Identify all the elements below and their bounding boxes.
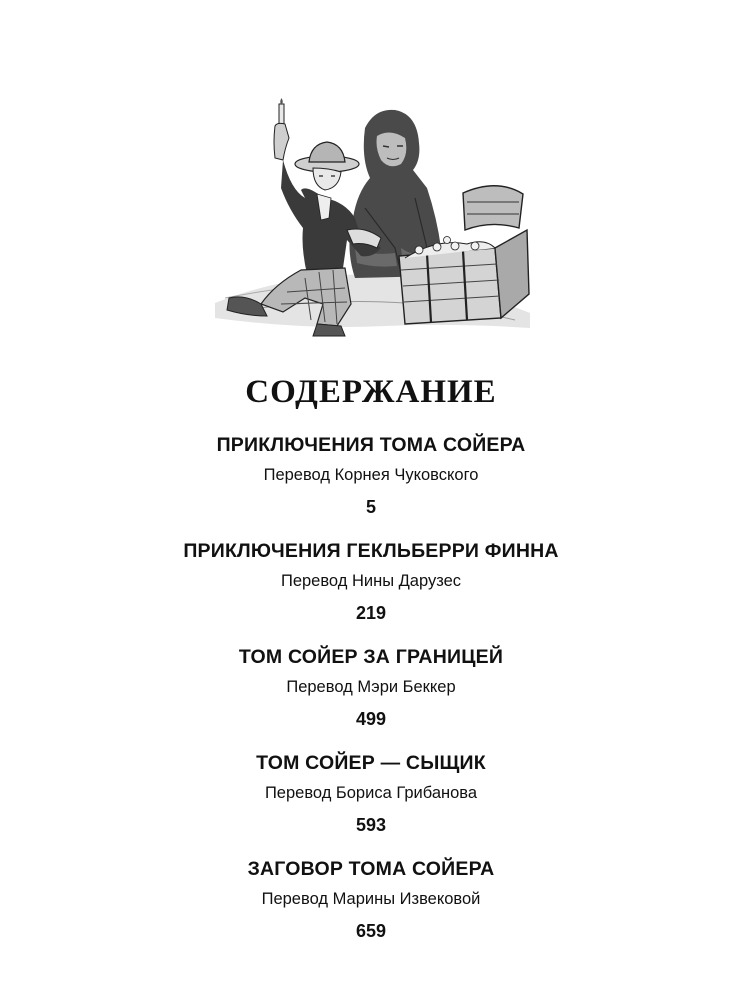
toc-entry[interactable] [0,854,742,960]
treasure-chest-illustration [205,98,535,348]
toc-entry-page-number: 5 [365,497,376,517]
toc-entry-translator: Перевод Бориса Грибанова [264,784,478,802]
toc-entry-title: ТОМ СОЙЕР — СЫЩИК [256,752,486,774]
toc-entry-translator: Перевод Марины Извековой [261,890,481,908]
toc-entry-title: ЗАГОВОР ТОМА СОЙЕРА [247,858,495,880]
contents-heading: СОДЕРЖАНИЕ [245,374,497,410]
toc-entry-title: ТОМ СОЙЕР ЗА ГРАНИЦЕЙ [238,646,504,668]
toc-entry-translator: Перевод Мэри Беккер [286,678,456,696]
toc-entry-page-number: 659 [355,921,387,941]
table-of-contents [0,430,742,960]
toc-entry[interactable] [0,430,742,536]
toc-entry-page-number: 593 [355,815,387,835]
toc-entry[interactable] [0,748,742,854]
toc-entry[interactable] [0,642,742,748]
toc-entry-translator: Перевод Корнея Чуковского [263,466,479,484]
toc-entry-page-number: 499 [355,709,387,729]
toc-entry[interactable] [0,536,742,642]
toc-entry-page-number: 219 [355,603,387,623]
toc-entry-title: ПРИКЛЮЧЕНИЯ ГЕКЛЬБЕРРИ ФИННА [183,540,559,562]
toc-entry-title: ПРИКЛЮЧЕНИЯ ТОМА СОЙЕРА [216,434,526,456]
toc-entry-translator: Перевод Нины Дарузес [280,572,462,590]
